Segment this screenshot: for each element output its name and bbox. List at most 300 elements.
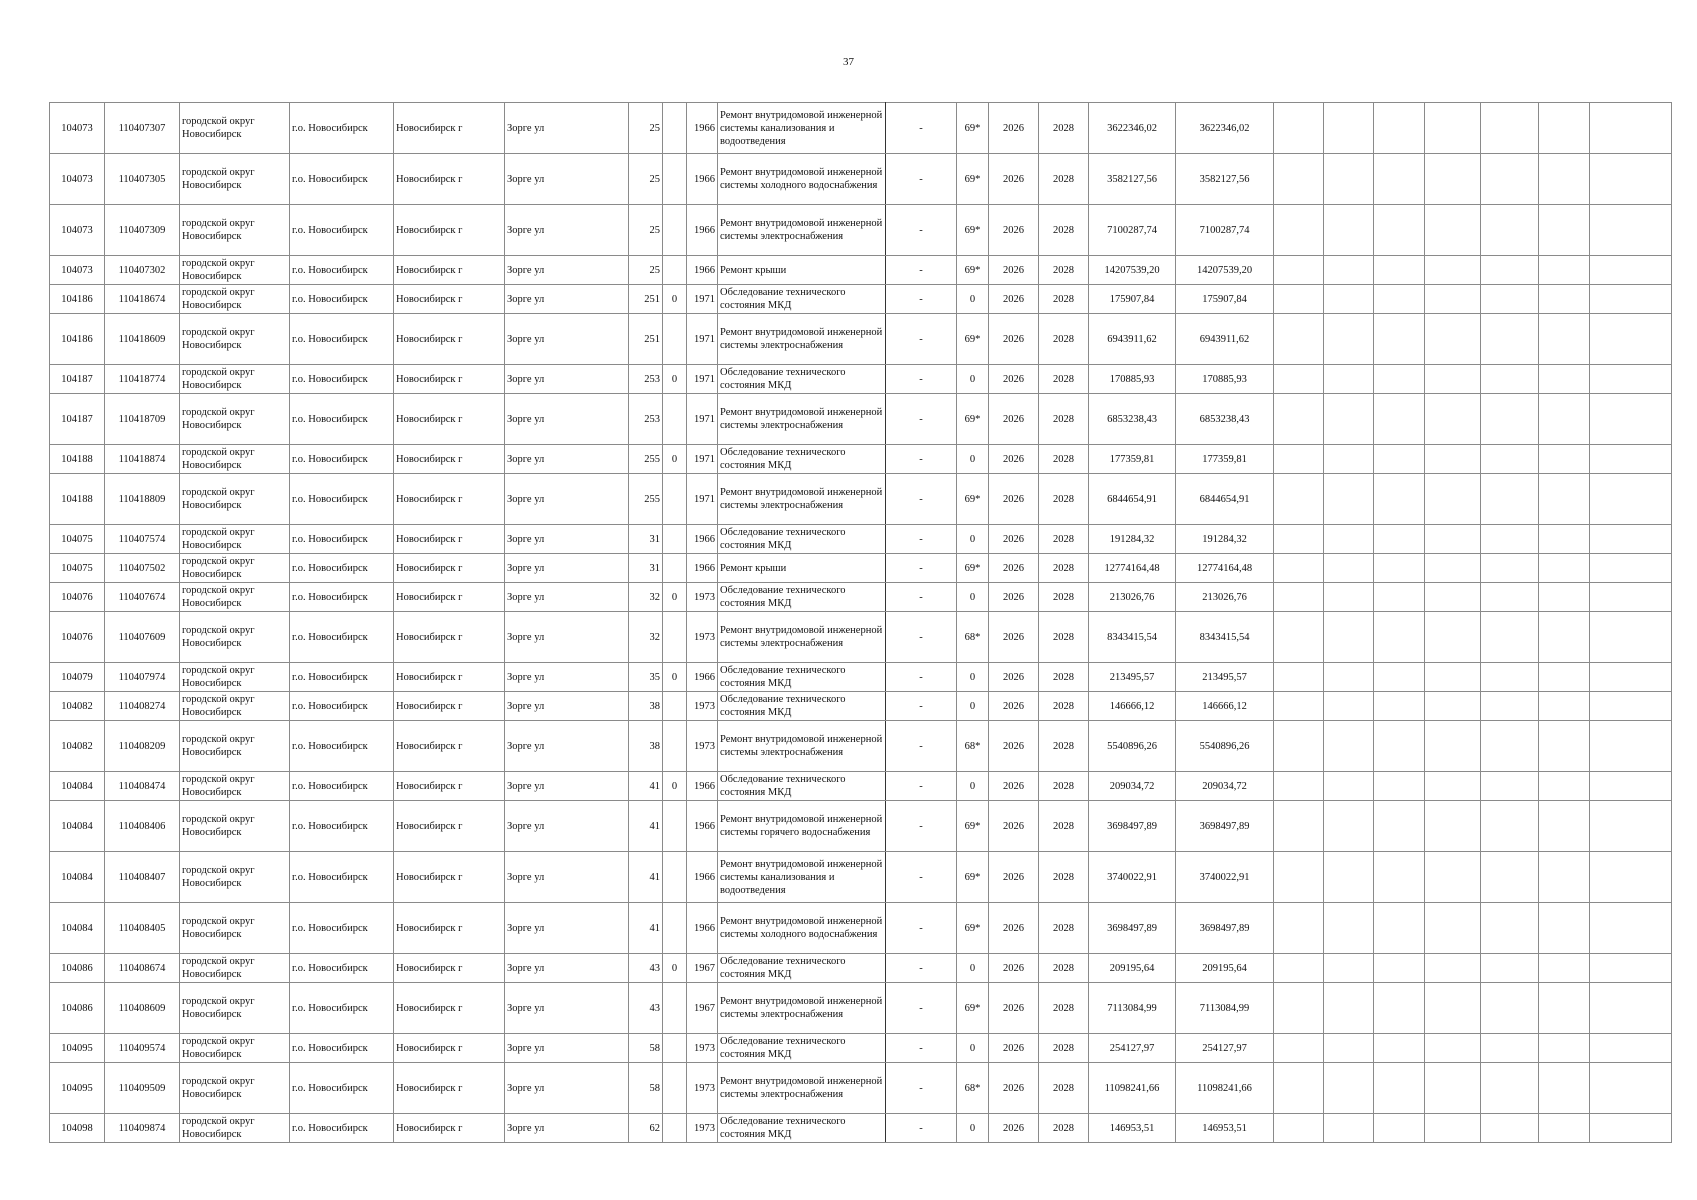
- empty-cell: [1590, 474, 1672, 525]
- municipality-cell: городской округ Новосибирск: [180, 1063, 290, 1114]
- end-year-cell: 2028: [1039, 663, 1089, 692]
- empty-cell: [1324, 692, 1374, 721]
- empty-cell: [1274, 903, 1324, 954]
- code-cell: 110407609: [105, 612, 180, 663]
- house-cell: 25: [629, 154, 663, 205]
- cost-cell: 12774164,48: [1089, 554, 1176, 583]
- code-cell: 110409874: [105, 1114, 180, 1143]
- empty-cell: [1425, 983, 1481, 1034]
- dash-cell: -: [886, 1063, 957, 1114]
- street-cell: Зорге ул: [505, 394, 629, 445]
- id-cell: 104073: [50, 256, 105, 285]
- empty-cell: [1481, 852, 1539, 903]
- empty-cell: [1481, 721, 1539, 772]
- plan-year-cell: 2026: [989, 554, 1039, 583]
- empty-cell: [1374, 285, 1425, 314]
- building-cell: [663, 801, 687, 852]
- total-cost-cell: 3622346,02: [1176, 103, 1274, 154]
- empty-cell: [1481, 1063, 1539, 1114]
- street-cell: Зорге ул: [505, 445, 629, 474]
- municipality-cell: городской округ Новосибирск: [180, 663, 290, 692]
- code-cell: 110408405: [105, 903, 180, 954]
- street-cell: Зорге ул: [505, 205, 629, 256]
- building-cell: 0: [663, 285, 687, 314]
- dash-cell: -: [886, 394, 957, 445]
- empty-cell: [1274, 474, 1324, 525]
- code-cell: 110418874: [105, 445, 180, 474]
- plan-year-cell: 2026: [989, 256, 1039, 285]
- page-number: 37: [843, 56, 854, 68]
- empty-cell: [1539, 256, 1590, 285]
- table-row: [50, 1063, 1672, 1114]
- year-cell: 1967: [687, 983, 718, 1034]
- empty-cell: [1539, 583, 1590, 612]
- empty-cell: [1539, 285, 1590, 314]
- dash-cell: -: [886, 554, 957, 583]
- total-cost-cell: 7113084,99: [1176, 983, 1274, 1034]
- total-cost-cell: 6853238,43: [1176, 394, 1274, 445]
- wear-cell: 69*: [957, 154, 989, 205]
- empty-cell: [1324, 314, 1374, 365]
- plan-year-cell: 2026: [989, 525, 1039, 554]
- building-cell: [663, 256, 687, 285]
- empty-cell: [1539, 525, 1590, 554]
- empty-cell: [1374, 721, 1425, 772]
- empty-cell: [1274, 1063, 1324, 1114]
- empty-cell: [1590, 1034, 1672, 1063]
- code-cell: 110418609: [105, 314, 180, 365]
- cost-cell: 3622346,02: [1089, 103, 1176, 154]
- empty-cell: [1590, 721, 1672, 772]
- total-cost-cell: 3582127,56: [1176, 154, 1274, 205]
- street-cell: Зорге ул: [505, 612, 629, 663]
- code-cell: 110418674: [105, 285, 180, 314]
- code-cell: 110407305: [105, 154, 180, 205]
- building-cell: 0: [663, 445, 687, 474]
- municipality-cell: городской округ Новосибирск: [180, 314, 290, 365]
- work-type-cell: Обследование технического состояния МКД: [718, 525, 886, 554]
- id-cell: 104082: [50, 692, 105, 721]
- building-cell: [663, 314, 687, 365]
- id-cell: 104095: [50, 1034, 105, 1063]
- empty-cell: [1481, 583, 1539, 612]
- code-cell: 110418774: [105, 365, 180, 394]
- empty-cell: [1324, 525, 1374, 554]
- empty-cell: [1481, 1114, 1539, 1143]
- empty-cell: [1374, 1114, 1425, 1143]
- cost-cell: 3698497,89: [1089, 801, 1176, 852]
- municipality-cell: городской округ Новосибирск: [180, 205, 290, 256]
- table-row: [50, 1034, 1672, 1063]
- cost-cell: 3740022,91: [1089, 852, 1176, 903]
- street-cell: Зорге ул: [505, 903, 629, 954]
- district-cell: г.о. Новосибирск: [290, 1063, 394, 1114]
- total-cost-cell: 6943911,62: [1176, 314, 1274, 365]
- plan-year-cell: 2026: [989, 154, 1039, 205]
- house-cell: 41: [629, 903, 663, 954]
- code-cell: 110418809: [105, 474, 180, 525]
- year-cell: 1966: [687, 663, 718, 692]
- cost-cell: 14207539,20: [1089, 256, 1176, 285]
- empty-cell: [1590, 314, 1672, 365]
- empty-cell: [1274, 721, 1324, 772]
- year-cell: 1966: [687, 554, 718, 583]
- id-cell: 104075: [50, 525, 105, 554]
- year-cell: 1966: [687, 852, 718, 903]
- empty-cell: [1324, 365, 1374, 394]
- table-row: [50, 154, 1672, 205]
- code-cell: 110407502: [105, 554, 180, 583]
- empty-cell: [1324, 205, 1374, 256]
- empty-cell: [1481, 103, 1539, 154]
- plan-year-cell: 2026: [989, 772, 1039, 801]
- empty-cell: [1274, 852, 1324, 903]
- end-year-cell: 2028: [1039, 474, 1089, 525]
- year-cell: 1971: [687, 445, 718, 474]
- empty-cell: [1274, 663, 1324, 692]
- cost-cell: 6853238,43: [1089, 394, 1176, 445]
- cost-cell: 146953,51: [1089, 1114, 1176, 1143]
- id-cell: 104084: [50, 801, 105, 852]
- cost-cell: 209034,72: [1089, 772, 1176, 801]
- dash-cell: -: [886, 583, 957, 612]
- building-cell: [663, 1034, 687, 1063]
- total-cost-cell: 3740022,91: [1176, 852, 1274, 903]
- year-cell: 1966: [687, 525, 718, 554]
- empty-cell: [1425, 772, 1481, 801]
- municipality-cell: городской округ Новосибирск: [180, 1114, 290, 1143]
- year-cell: 1971: [687, 394, 718, 445]
- building-cell: [663, 103, 687, 154]
- cost-cell: 191284,32: [1089, 525, 1176, 554]
- house-cell: 251: [629, 285, 663, 314]
- total-cost-cell: 175907,84: [1176, 285, 1274, 314]
- empty-cell: [1539, 474, 1590, 525]
- work-type-cell: Обследование технического состояния МКД: [718, 1034, 886, 1063]
- end-year-cell: 2028: [1039, 285, 1089, 314]
- work-type-cell: Ремонт внутридомовой инженерной системы холодного водоснабжения: [718, 903, 886, 954]
- empty-cell: [1324, 954, 1374, 983]
- municipality-cell: городской округ Новосибирск: [180, 256, 290, 285]
- table-row: [50, 903, 1672, 954]
- cost-cell: 254127,97: [1089, 1034, 1176, 1063]
- empty-cell: [1274, 103, 1324, 154]
- plan-year-cell: 2026: [989, 954, 1039, 983]
- empty-cell: [1539, 1034, 1590, 1063]
- building-cell: [663, 154, 687, 205]
- table-row: [50, 394, 1672, 445]
- year-cell: 1973: [687, 1063, 718, 1114]
- municipality-cell: городской округ Новосибирск: [180, 772, 290, 801]
- empty-cell: [1425, 365, 1481, 394]
- empty-cell: [1374, 474, 1425, 525]
- empty-cell: [1590, 285, 1672, 314]
- house-cell: 58: [629, 1063, 663, 1114]
- id-cell: 104076: [50, 612, 105, 663]
- city-cell: Новосибирск г: [394, 256, 505, 285]
- year-cell: 1971: [687, 314, 718, 365]
- building-cell: [663, 554, 687, 583]
- empty-cell: [1374, 394, 1425, 445]
- city-cell: Новосибирск г: [394, 721, 505, 772]
- empty-cell: [1590, 205, 1672, 256]
- district-cell: г.о. Новосибирск: [290, 154, 394, 205]
- building-cell: 0: [663, 583, 687, 612]
- table-row: [50, 285, 1672, 314]
- work-type-cell: Обследование технического состояния МКД: [718, 445, 886, 474]
- house-cell: 58: [629, 1034, 663, 1063]
- end-year-cell: 2028: [1039, 314, 1089, 365]
- district-cell: г.о. Новосибирск: [290, 365, 394, 394]
- empty-cell: [1324, 1063, 1374, 1114]
- end-year-cell: 2028: [1039, 1114, 1089, 1143]
- empty-cell: [1590, 1063, 1672, 1114]
- empty-cell: [1374, 103, 1425, 154]
- empty-cell: [1590, 692, 1672, 721]
- empty-cell: [1374, 772, 1425, 801]
- empty-cell: [1425, 583, 1481, 612]
- empty-cell: [1425, 256, 1481, 285]
- street-cell: Зорге ул: [505, 772, 629, 801]
- year-cell: 1966: [687, 772, 718, 801]
- wear-cell: 69*: [957, 554, 989, 583]
- dash-cell: -: [886, 663, 957, 692]
- id-cell: 104098: [50, 1114, 105, 1143]
- district-cell: г.о. Новосибирск: [290, 1114, 394, 1143]
- district-cell: г.о. Новосибирск: [290, 692, 394, 721]
- table-row: [50, 583, 1672, 612]
- dash-cell: -: [886, 954, 957, 983]
- street-cell: Зорге ул: [505, 314, 629, 365]
- work-type-cell: Ремонт крыши: [718, 256, 886, 285]
- work-type-cell: Ремонт внутридомовой инженерной системы канализования и водоотведения: [718, 103, 886, 154]
- plan-year-cell: 2026: [989, 103, 1039, 154]
- dash-cell: -: [886, 103, 957, 154]
- empty-cell: [1481, 954, 1539, 983]
- total-cost-cell: 11098241,66: [1176, 1063, 1274, 1114]
- municipality-cell: городской округ Новосибирск: [180, 721, 290, 772]
- empty-cell: [1324, 394, 1374, 445]
- total-cost-cell: 170885,93: [1176, 365, 1274, 394]
- total-cost-cell: 209034,72: [1176, 772, 1274, 801]
- id-cell: 104073: [50, 205, 105, 256]
- house-cell: 32: [629, 612, 663, 663]
- id-cell: 104095: [50, 1063, 105, 1114]
- dash-cell: -: [886, 474, 957, 525]
- street-cell: Зорге ул: [505, 1034, 629, 1063]
- empty-cell: [1324, 103, 1374, 154]
- plan-year-cell: 2026: [989, 583, 1039, 612]
- end-year-cell: 2028: [1039, 852, 1089, 903]
- work-type-cell: Ремонт внутридомовой инженерной системы электроснабжения: [718, 612, 886, 663]
- empty-cell: [1590, 154, 1672, 205]
- total-cost-cell: 12774164,48: [1176, 554, 1274, 583]
- code-cell: 110409574: [105, 1034, 180, 1063]
- building-cell: [663, 903, 687, 954]
- city-cell: Новосибирск г: [394, 663, 505, 692]
- municipality-cell: городской округ Новосибирск: [180, 554, 290, 583]
- work-type-cell: Ремонт внутридомовой инженерной системы электроснабжения: [718, 983, 886, 1034]
- wear-cell: 68*: [957, 1063, 989, 1114]
- dash-cell: -: [886, 205, 957, 256]
- wear-cell: 69*: [957, 256, 989, 285]
- building-cell: [663, 205, 687, 256]
- empty-cell: [1425, 1114, 1481, 1143]
- district-cell: г.о. Новосибирск: [290, 721, 394, 772]
- work-type-cell: Ремонт внутридомовой инженерной системы холодного водоснабжения: [718, 154, 886, 205]
- empty-cell: [1481, 663, 1539, 692]
- municipality-cell: городской округ Новосибирск: [180, 692, 290, 721]
- end-year-cell: 2028: [1039, 394, 1089, 445]
- district-cell: г.о. Новосибирск: [290, 525, 394, 554]
- empty-cell: [1374, 954, 1425, 983]
- id-cell: 104075: [50, 554, 105, 583]
- total-cost-cell: 14207539,20: [1176, 256, 1274, 285]
- dash-cell: -: [886, 721, 957, 772]
- empty-cell: [1425, 554, 1481, 583]
- plan-year-cell: 2026: [989, 1114, 1039, 1143]
- house-cell: 43: [629, 983, 663, 1034]
- empty-cell: [1590, 801, 1672, 852]
- cost-cell: 6844654,91: [1089, 474, 1176, 525]
- district-cell: г.о. Новосибирск: [290, 314, 394, 365]
- dash-cell: -: [886, 365, 957, 394]
- end-year-cell: 2028: [1039, 205, 1089, 256]
- street-cell: Зорге ул: [505, 285, 629, 314]
- district-cell: г.о. Новосибирск: [290, 474, 394, 525]
- empty-cell: [1374, 663, 1425, 692]
- dash-cell: -: [886, 256, 957, 285]
- total-cost-cell: 146666,12: [1176, 692, 1274, 721]
- empty-cell: [1590, 954, 1672, 983]
- year-cell: 1973: [687, 1034, 718, 1063]
- municipality-cell: городской округ Новосибирск: [180, 983, 290, 1034]
- total-cost-cell: 209195,64: [1176, 954, 1274, 983]
- empty-cell: [1590, 1114, 1672, 1143]
- wear-cell: 69*: [957, 205, 989, 256]
- work-type-cell: Обследование технического состояния МКД: [718, 1114, 886, 1143]
- city-cell: Новосибирск г: [394, 801, 505, 852]
- cost-cell: 7100287,74: [1089, 205, 1176, 256]
- empty-cell: [1374, 205, 1425, 256]
- table-row: [50, 256, 1672, 285]
- municipality-cell: городской округ Новосибирск: [180, 394, 290, 445]
- house-cell: 25: [629, 103, 663, 154]
- building-cell: [663, 692, 687, 721]
- work-type-cell: Обследование технического состояния МКД: [718, 692, 886, 721]
- empty-cell: [1324, 1034, 1374, 1063]
- house-cell: 251: [629, 314, 663, 365]
- municipality-cell: городской округ Новосибирск: [180, 365, 290, 394]
- cost-cell: 8343415,54: [1089, 612, 1176, 663]
- district-cell: г.о. Новосибирск: [290, 954, 394, 983]
- building-cell: 0: [663, 663, 687, 692]
- code-cell: 110408406: [105, 801, 180, 852]
- empty-cell: [1374, 852, 1425, 903]
- dash-cell: -: [886, 1114, 957, 1143]
- street-cell: Зорге ул: [505, 801, 629, 852]
- empty-cell: [1590, 903, 1672, 954]
- plan-year-cell: 2026: [989, 721, 1039, 772]
- work-type-cell: Обследование технического состояния МКД: [718, 954, 886, 983]
- end-year-cell: 2028: [1039, 445, 1089, 474]
- empty-cell: [1374, 983, 1425, 1034]
- cost-cell: 213026,76: [1089, 583, 1176, 612]
- cost-cell: 209195,64: [1089, 954, 1176, 983]
- street-cell: Зорге ул: [505, 1063, 629, 1114]
- empty-cell: [1274, 154, 1324, 205]
- empty-cell: [1374, 365, 1425, 394]
- district-cell: г.о. Новосибирск: [290, 983, 394, 1034]
- municipality-cell: городской округ Новосибирск: [180, 525, 290, 554]
- work-type-cell: Обследование технического состояния МКД: [718, 772, 886, 801]
- building-cell: 0: [663, 365, 687, 394]
- cost-cell: 146666,12: [1089, 692, 1176, 721]
- house-cell: 41: [629, 852, 663, 903]
- wear-cell: 0: [957, 365, 989, 394]
- empty-cell: [1274, 285, 1324, 314]
- city-cell: Новосибирск г: [394, 983, 505, 1034]
- district-cell: г.о. Новосибирск: [290, 285, 394, 314]
- street-cell: Зорге ул: [505, 583, 629, 612]
- empty-cell: [1481, 983, 1539, 1034]
- end-year-cell: 2028: [1039, 103, 1089, 154]
- cost-cell: 5540896,26: [1089, 721, 1176, 772]
- empty-cell: [1274, 394, 1324, 445]
- empty-cell: [1425, 852, 1481, 903]
- district-cell: г.о. Новосибирск: [290, 663, 394, 692]
- empty-cell: [1539, 983, 1590, 1034]
- table-row: [50, 721, 1672, 772]
- cost-cell: 213495,57: [1089, 663, 1176, 692]
- table-row: [50, 205, 1672, 256]
- empty-cell: [1274, 692, 1324, 721]
- empty-cell: [1324, 445, 1374, 474]
- table-row: [50, 852, 1672, 903]
- district-cell: г.о. Новосибирск: [290, 903, 394, 954]
- empty-cell: [1481, 154, 1539, 205]
- wear-cell: 0: [957, 583, 989, 612]
- district-cell: г.о. Новосибирск: [290, 772, 394, 801]
- work-type-cell: Ремонт внутридомовой инженерной системы электроснабжения: [718, 474, 886, 525]
- city-cell: Новосибирск г: [394, 583, 505, 612]
- dash-cell: -: [886, 612, 957, 663]
- end-year-cell: 2028: [1039, 365, 1089, 394]
- empty-cell: [1590, 554, 1672, 583]
- wear-cell: 69*: [957, 903, 989, 954]
- wear-cell: 69*: [957, 314, 989, 365]
- district-cell: г.о. Новосибирск: [290, 1034, 394, 1063]
- work-type-cell: Ремонт внутридомовой инженерной системы канализования и водоотведения: [718, 852, 886, 903]
- empty-cell: [1374, 554, 1425, 583]
- house-cell: 38: [629, 721, 663, 772]
- empty-cell: [1481, 1034, 1539, 1063]
- empty-cell: [1481, 692, 1539, 721]
- municipality-cell: городской округ Новосибирск: [180, 583, 290, 612]
- dash-cell: -: [886, 692, 957, 721]
- district-cell: г.о. Новосибирск: [290, 583, 394, 612]
- code-cell: 110408474: [105, 772, 180, 801]
- total-cost-cell: 5540896,26: [1176, 721, 1274, 772]
- empty-cell: [1425, 474, 1481, 525]
- empty-cell: [1481, 772, 1539, 801]
- empty-cell: [1324, 663, 1374, 692]
- code-cell: 110409509: [105, 1063, 180, 1114]
- end-year-cell: 2028: [1039, 801, 1089, 852]
- id-cell: 104188: [50, 445, 105, 474]
- city-cell: Новосибирск г: [394, 1034, 505, 1063]
- empty-cell: [1590, 583, 1672, 612]
